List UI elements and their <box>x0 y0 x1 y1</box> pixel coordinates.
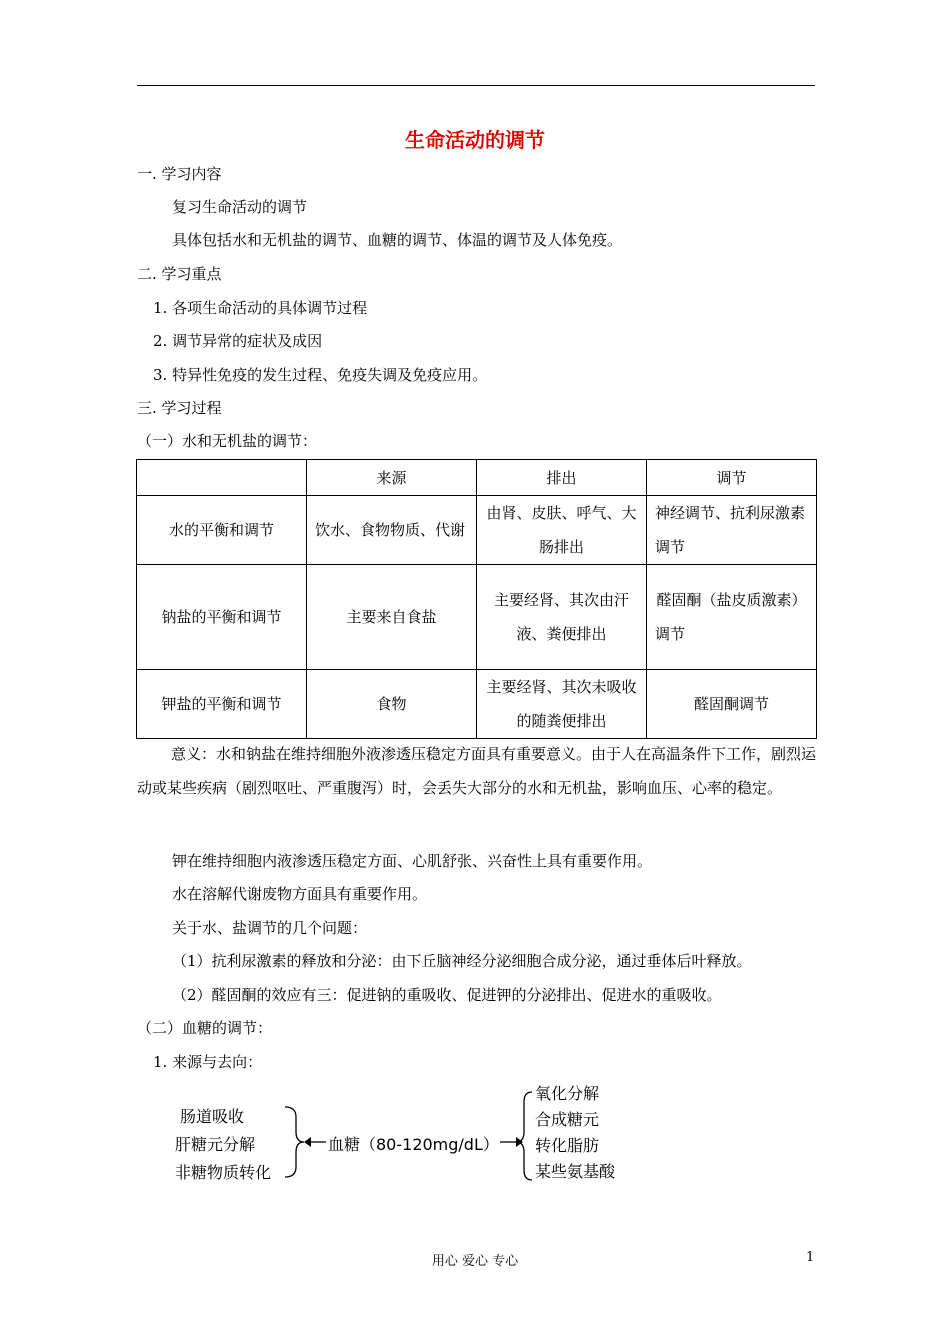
output-label: 氧化分解 <box>535 1084 600 1103</box>
section-2-item: 2. 调节异常的症状及成因 <box>153 332 323 350</box>
table-row <box>137 670 817 739</box>
table-cell: 醛固酮调节 <box>647 670 817 739</box>
header-rule <box>137 85 815 86</box>
subsection-2-item-1: 1. 来源与去向： <box>153 1053 263 1071</box>
table-row <box>137 565 817 670</box>
blood-sugar-diagram <box>170 1085 640 1195</box>
footer-slogan: 用心 爱心 专心 <box>431 1254 519 1269</box>
output-label: 转化脂肪 <box>535 1136 600 1155</box>
meaning-paragraph: 意义：水和钠盐在维持细胞外液渗透压稳定方面具有重要意义。由于人在高温条件下工作，剧烈运动或某些疾病（剧烈呕吐、严重腹泻）时，会丢失大部分的水和无机盐，影响血压、心率的稳定。 <box>137 745 817 797</box>
section-1-heading: 一. 学习内容 <box>137 165 222 183</box>
question-1: （1）抗利尿激素的释放和分泌：由下丘脑神经分泌细胞合成分泌，通过垂体后叶释放。 <box>172 952 752 970</box>
table-cell <box>647 565 817 670</box>
source-label: 非糖物质转化 <box>175 1163 272 1182</box>
source-label: 肝糖元分解 <box>175 1135 256 1154</box>
subsection-2-heading: （二）血糖的调节： <box>137 1019 273 1037</box>
table-header-cell <box>137 460 307 496</box>
table-header-row <box>137 460 817 496</box>
table-cell: 主要来自食盐 <box>307 565 477 670</box>
source-label: 肠道吸收 <box>180 1107 245 1126</box>
table-cell: 由肾、皮肤、呼气、大肠排出 <box>477 496 647 565</box>
section-1-line-2: 具体包括水和无机盐的调节、血糖的调节、体温的调节及人体免疫。 <box>172 231 623 249</box>
left-brace <box>285 1107 304 1177</box>
table-cell: 主要经肾、其次由汗液、粪便排出 <box>477 565 647 670</box>
blood-sugar-label: 血糖（80-120mg/dL） <box>328 1135 499 1154</box>
table-cell: 钾盐的平衡和调节 <box>137 670 307 739</box>
table-cell-text: 醛固酮（盐皮质激素） <box>656 591 807 609</box>
arrow-left-icon <box>304 1137 311 1147</box>
water-paragraph: 水在溶解代谢废物方面具有重要作用。 <box>172 885 428 903</box>
table-cell: 主要经肾、其次未吸收的随粪便排出 <box>477 670 647 739</box>
section-3-heading: 三. 学习过程 <box>137 399 222 417</box>
section-2-item: 1. 各项生命活动的具体调节过程 <box>153 299 368 317</box>
table-cell: 食物 <box>307 670 477 739</box>
right-brace <box>516 1092 532 1180</box>
table-cell: 水的平衡和调节 <box>137 496 307 565</box>
potassium-paragraph: 钾在维持细胞内液渗透压稳定方面、心肌舒张、兴奋性上具有重要作用。 <box>172 852 653 870</box>
table-header-cell: 排出 <box>477 460 647 496</box>
output-label: 某些氨基酸 <box>535 1162 616 1181</box>
section-2-item: 3. 特异性免疫的发生过程、免疫失调及免疫应用。 <box>153 366 488 384</box>
table-header-cell: 调节 <box>647 460 817 496</box>
question-2: （2）醛固酮的效应有三：促进钠的重吸收、促进钾的分泌排出、促进水的重吸收。 <box>172 986 722 1004</box>
subsection-1-heading: （一）水和无机盐的调节： <box>137 432 318 450</box>
table-cell: 饮水、食物物质、代谢 <box>307 496 477 565</box>
section-2-heading: 二. 学习重点 <box>137 265 222 283</box>
questions-heading: 关于水、盐调节的几个问题： <box>172 919 368 937</box>
page-number: 1 <box>806 1250 815 1265</box>
table-cell: 钠盐的平衡和调节 <box>137 565 307 670</box>
section-1-line-1: 复习生命活动的调节 <box>172 198 308 216</box>
page-title: 生命活动的调节 <box>405 128 545 152</box>
table-cell-text: 调节 <box>655 625 686 643</box>
output-label: 合成糖元 <box>535 1110 600 1129</box>
table-row <box>137 496 817 565</box>
table-header-cell: 来源 <box>307 460 477 496</box>
water-salt-table <box>136 459 817 739</box>
table-cell: 神经调节、抗利尿激素调节 <box>647 496 817 565</box>
